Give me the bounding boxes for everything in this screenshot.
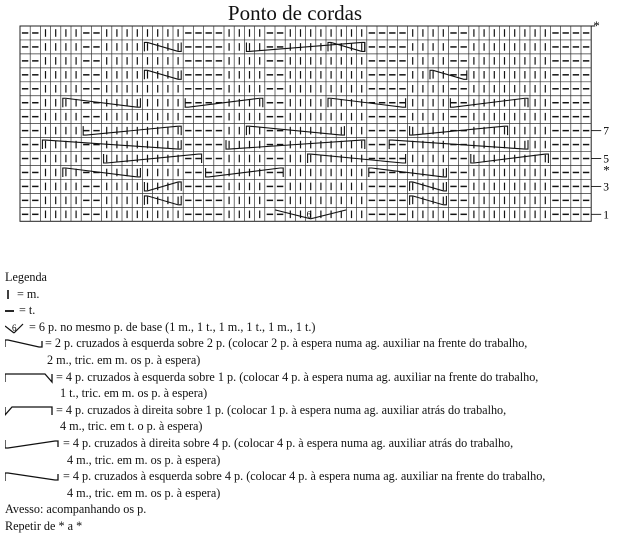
- legend-text-cont: 4 m., tric. em m. os p. à espera): [67, 452, 221, 467]
- legend-text-cont: 2 m., tric. em m. os p. à espera): [47, 352, 201, 367]
- increase-symbol-icon: [5, 319, 29, 335]
- legend-text: = 4 p. cruzados à esquerda sobre 4 p. (colocar 4 p. à espera numa ag. auxiliar na frente do trabalho,: [63, 469, 546, 484]
- legend-text-cont: 4 m., tric. em t. o p. à espera): [60, 419, 203, 434]
- legend-text: = 4 p. cruzados à direita sobre 4 p. (colocar 4 p. à espera numa ag. auxiliar atrás do trabalho,: [63, 435, 514, 450]
- cable-4-1-left-icon: [5, 369, 56, 385]
- legend: [5, 269, 637, 535]
- legend-text: = m.: [17, 286, 40, 301]
- legend-footer-repeat: Repetir de * a *: [5, 518, 83, 533]
- cable-4-4-right-icon: [5, 435, 63, 451]
- row-number: 7: [603, 125, 609, 138]
- row-number: 3: [603, 181, 609, 194]
- legend-text: = 2 p. cruzados à esquerda sobre 2 p. (colocar 2 p. à espera numa ag. auxiliar na frente do trabalho,: [45, 336, 528, 351]
- purl-symbol-icon: [5, 302, 19, 318]
- legend-item-cable-4-1-left: [5, 369, 637, 402]
- legend-text-cont: 1 t., tric. em m. os p. à espera): [60, 386, 208, 401]
- knit-symbol-icon: [5, 286, 17, 302]
- legend-item-increase: [5, 319, 637, 336]
- repeat-marker-bottom: *: [603, 162, 610, 178]
- increase-glyph: 6: [12, 322, 17, 333]
- legend-footer-reverse: Avesso: acompanhando os p.: [5, 502, 147, 517]
- legend-item-cable-4-4-right: [5, 435, 637, 468]
- legend-text: = t.: [19, 303, 36, 318]
- legend-text: = 4 p. cruzados à direita sobre 1 p. (colocar 1 p. à espera numa ag. auxiliar atrás do trabalho,: [56, 402, 507, 417]
- legend-item-cable-4-4-left: [5, 468, 637, 501]
- increase-label: 6: [306, 209, 312, 220]
- legend-heading: Legenda: [5, 270, 47, 284]
- row-number: 1: [603, 209, 609, 222]
- cable-2-2-left-icon: [5, 335, 45, 351]
- repeat-marker-top: *: [593, 18, 600, 33]
- legend-item-cable-2-2-left: [5, 335, 637, 368]
- legend-text: = 6 p. no mesmo p. de base (1 m., 1 t., 1 m., 1 t., 1 m., 1 t.): [29, 319, 316, 334]
- legend-item-knit: [5, 286, 637, 303]
- legend-item-purl: [5, 302, 637, 319]
- knitting-chart: [0, 0, 640, 240]
- legend-text-cont: 4 m., tric. em m. os p. à espera): [67, 485, 221, 500]
- cable-4-1-right-icon: [5, 402, 56, 418]
- legend-text: = 4 p. cruzados à esquerda sobre 1 p. (colocar 4 p. à espera numa ag. auxiliar na frente do trabalho,: [56, 369, 539, 384]
- row-number: 5: [603, 153, 609, 166]
- chart-title: Ponto de cordas: [227, 1, 363, 25]
- legend-item-cable-4-1-right: [5, 402, 637, 435]
- cable-4-4-left-icon: [5, 468, 63, 484]
